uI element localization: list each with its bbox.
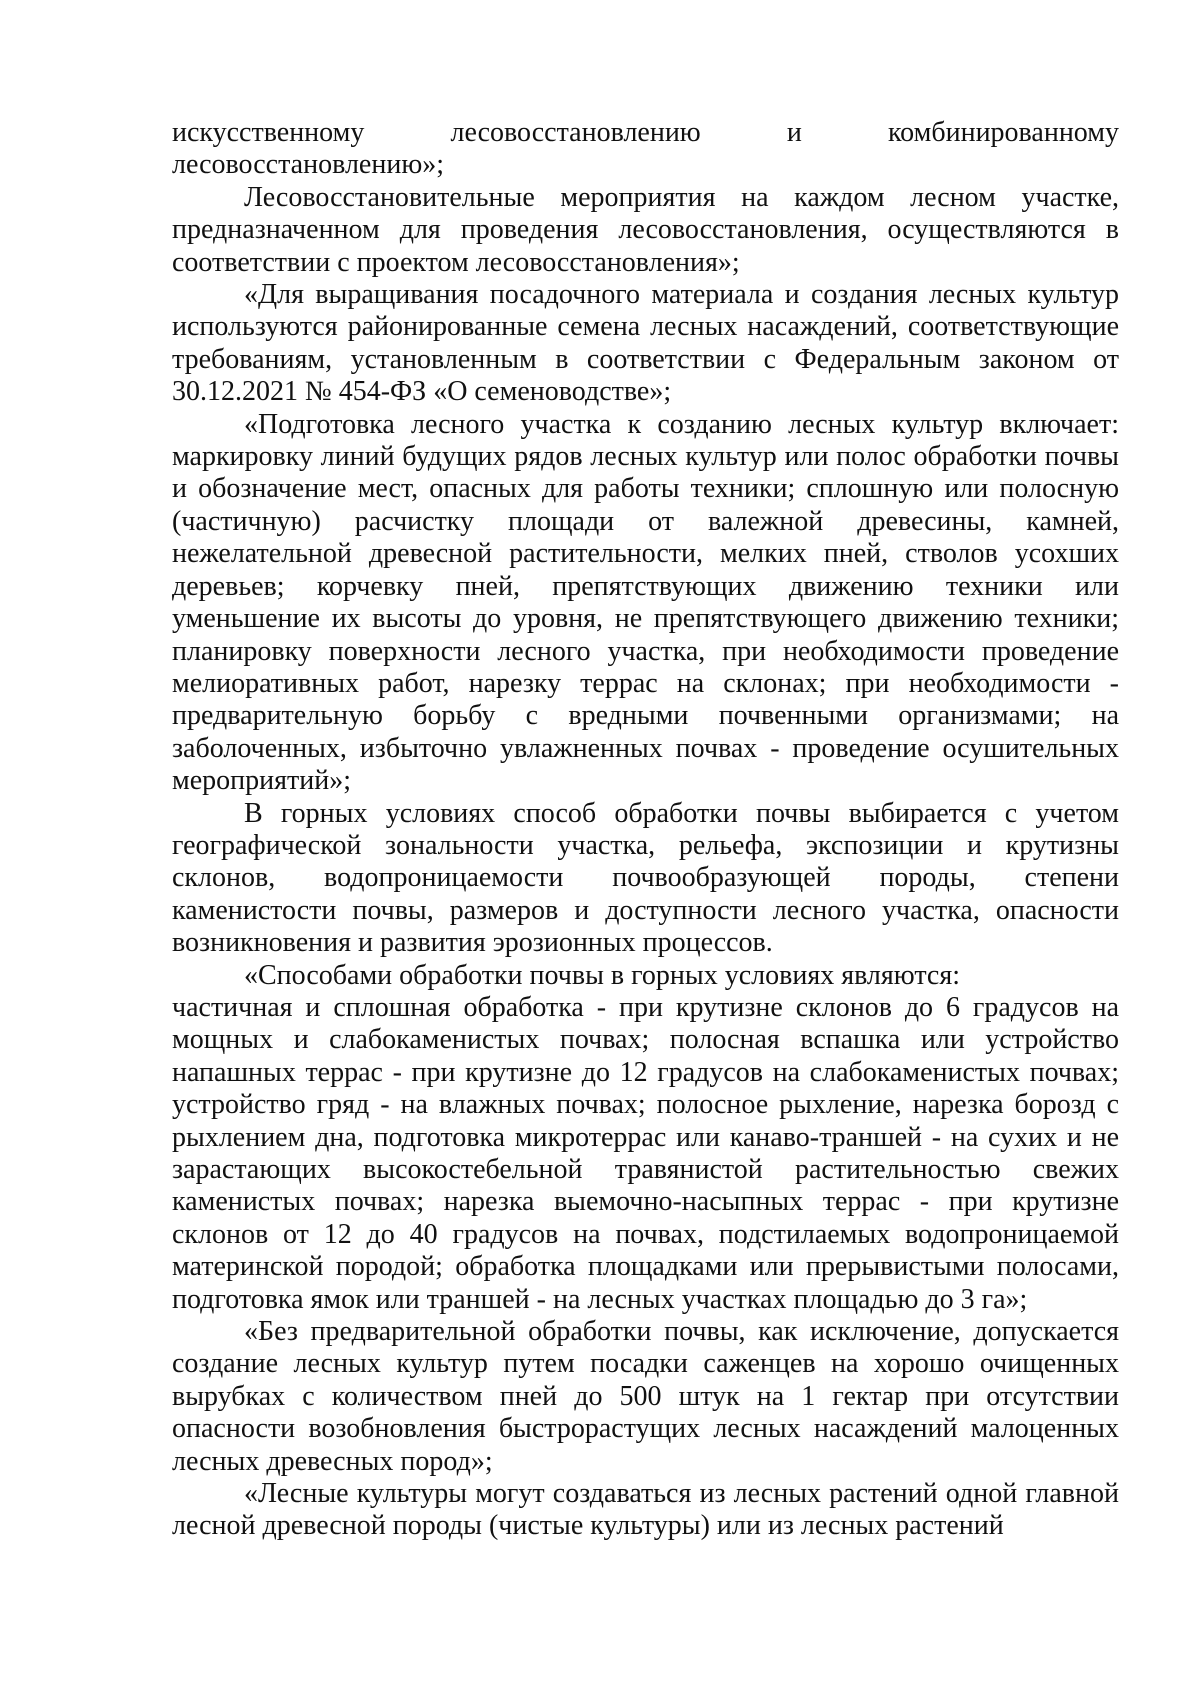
paragraph-forest-cultures: «Лесные культуры могут создаваться из лесных растений одной главной лесной древесной породы (чистые культуры) или из лесных растений xyxy=(172,1478,1119,1542)
document-page xyxy=(172,117,1119,1543)
paragraph-planting-material: «Для выращивания посадочного материала и создания лесных культур используются районированные семена лесных насаждений, соответствующие требованиям, установленным в соответствии с Федеральным законом от 30.12.2021 № 454-ФЗ «О семеноводстве»; xyxy=(172,279,1119,408)
paragraph-site-preparation: «Подготовка лесного участка к созданию лесных культур включает: маркировку линий будущих рядов лесных культур или полос обработки почвы и обозначение мест, опасных для работы техники; сплошную или полосную (частичную) расчистку площади от валежной древесины, камней, нежелательной древесной растительности, мелких пней, стволов усохших деревьев; корчевку пней, препятствующих движению техники или уменьшение их высоты до уровня, не препятствующего движению техники; планировку поверхности лесного участка, при необходимости проведение мелиоративных работ, нарезку террас на склонах; при необходимости - предварительную борьбу с вредными почвенными организмами; на заболоченных, избыточно увлажненных почвах - проведение осушительных мероприятий»; xyxy=(172,408,1119,797)
paragraph-reforestation-measures: Лесовосстановительные мероприятия на каждом лесном участке, предназначенном для проведения лесовосстановления, осуществляются в соответствии с проектом лесовосстановления»; xyxy=(172,181,1119,278)
paragraph-soil-methods-list: частичная и сплошная обработка - при крутизне склонов до 6 градусов на мощных и слабокаменистых почвах; полосная вспашка или устройство напашных террас - при крутизне до 12 градусов на слабокаменистых почвах; устройство гряд - на влажных почвах; полосное рыхление, нарезка борозд с рыхлением дна, подготовка микротеррас или канаво-траншей - на сухих и не зарастающих высокостебельной травянистой растительностью свежих каменистых почвах; нарезка выемочно-насыпных террас - при крутизне склонов от 12 до 40 градусов на почвах, подстилаемых водопроницаемой материнской породой; обработка площадками или прерывистыми полосами, подготовка ямок или траншей - на лесных участках площадью до 3 га»; xyxy=(172,991,1119,1315)
paragraph-continuation: искусственному лесовосстановлению и комбинированному лесовосстановлению»; xyxy=(172,117,1119,181)
paragraph-mountain-conditions: В горных условиях способ обработки почвы выбирается с учетом географической зональности участка, рельефа, экспозиции и крутизны склонов, водопроницаемости почвообразующей породы, степени каменистости почвы, размеров и доступности лесного участка, опасности возникновения и развития эрозионных процессов. xyxy=(172,797,1119,959)
paragraph-no-pretreatment: «Без предварительной обработки почвы, как исключение, допускается создание лесных культур путем посадки саженцев на хорошо очищенных вырубках с количеством пней до 500 штук на 1 гектар при отсутствии опасности возобновления быстрорастущих лесных насаждений малоценных лесных древесных пород»; xyxy=(172,1316,1119,1477)
paragraph-soil-methods-intro: «Способами обработки почвы в горных условиях являются: xyxy=(244,959,960,991)
